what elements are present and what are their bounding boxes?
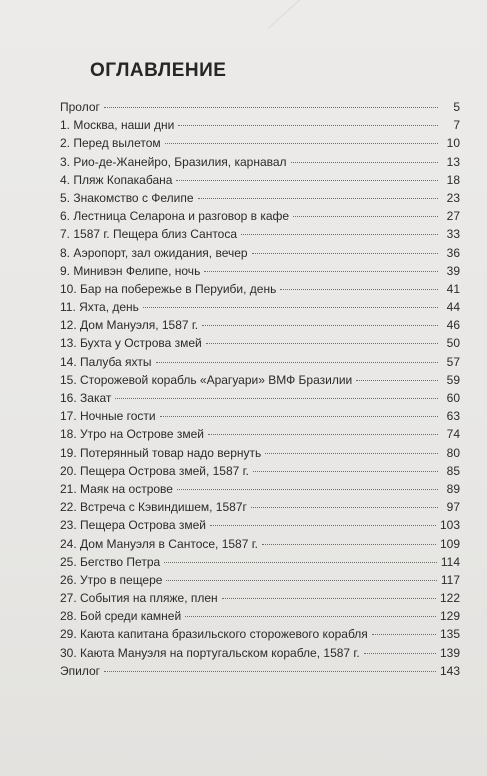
toc-entry-title: 23. Пещера Острова змей	[60, 518, 206, 533]
toc-entry	[60, 425, 460, 443]
toc-entry-page: 117	[440, 572, 460, 587]
toc-entry-title: 14. Палуба яхты	[60, 354, 152, 369]
toc-entry	[60, 516, 460, 534]
toc-entry-title: 18. Утро на Острове змей	[60, 427, 205, 442]
toc-entry-title: 12. Дом Мануэля, 1587 г.	[60, 318, 199, 333]
toc-entry	[60, 571, 460, 589]
toc-entry-page: 63	[446, 409, 460, 424]
toc-entry	[60, 644, 460, 662]
dot-leader	[198, 197, 438, 199]
toc-entry-title: 11. Яхта, день	[60, 300, 139, 315]
toc-entry-title: 9. Минивэн Фелипе, ночь	[60, 263, 201, 278]
toc-entry-page: 57	[446, 354, 460, 369]
toc-entry-title: 30. Каюта Мануэля на португальском корабле, 1587 г.	[60, 645, 360, 660]
toc-entry-page: 89	[446, 481, 460, 496]
toc-entry-page: 80	[446, 445, 460, 460]
toc-entry-title: 28. Бой среди камней	[60, 609, 182, 624]
toc-entry-title: 21. Маяк на острове	[60, 481, 173, 496]
toc-entry	[60, 189, 460, 207]
dot-leader	[165, 142, 438, 144]
toc-entry	[60, 262, 460, 280]
dot-leader	[156, 361, 438, 363]
toc-entry-title: 16. Закат	[60, 391, 112, 405]
toc-entry	[60, 353, 460, 371]
toc-entry-title: 26. Утро в пещере	[60, 572, 163, 587]
toc-entry	[60, 98, 460, 116]
dot-leader	[241, 233, 438, 235]
toc-entry-title: 20. Пещера Острова змей, 1587 г.	[60, 463, 249, 478]
toc-entry	[60, 480, 460, 498]
toc-entry-page: 85	[446, 463, 460, 478]
toc-entry	[60, 535, 460, 553]
toc-entry	[60, 589, 460, 607]
dot-leader	[293, 215, 438, 217]
dot-leader	[280, 288, 438, 290]
toc-entry-page: 27	[446, 209, 460, 224]
toc-entry-title: 22. Встреча с Кэвиндишем, 1587г	[60, 500, 247, 515]
dot-leader	[202, 324, 438, 326]
dot-leader	[143, 306, 438, 308]
toc-entry-page: 23	[446, 190, 460, 205]
toc-entry-title: 4. Пляж Копакабана	[60, 172, 173, 187]
dot-leader	[177, 488, 438, 490]
toc-entry	[60, 225, 460, 243]
dot-leader	[251, 506, 438, 508]
toc-entry-title: 27. События на пляже, плен	[60, 591, 218, 606]
toc-entry-page: 50	[446, 336, 460, 351]
toc-entry	[60, 134, 460, 152]
toc-entry-page: 97	[446, 500, 460, 515]
toc-entry-page: 139	[439, 645, 460, 660]
dot-leader	[164, 561, 437, 563]
page-crease	[268, 0, 350, 29]
toc-entry-page: 59	[446, 372, 460, 387]
dot-leader	[253, 470, 438, 472]
dot-leader	[208, 433, 438, 435]
dot-leader	[206, 342, 438, 344]
page-title: ОГЛАВЛЕНИЕ	[90, 60, 227, 81]
dot-leader	[178, 124, 438, 126]
toc-entry-page: 10	[446, 136, 460, 151]
toc-entry	[60, 498, 460, 516]
toc-entry	[60, 298, 460, 316]
toc-entry-title: 25. Бегство Петра	[60, 554, 161, 569]
toc-entry-title: 29. Каюта капитана бразильского сторожевого корабля	[60, 627, 368, 642]
toc-entry	[60, 462, 460, 480]
toc-entry	[60, 116, 460, 134]
dot-leader	[176, 179, 438, 181]
dot-leader	[166, 579, 436, 581]
toc-entry	[60, 280, 460, 298]
dot-leader	[364, 652, 436, 654]
toc-entry-page: 60	[446, 391, 460, 405]
dot-leader	[185, 615, 436, 617]
toc-entry-title: Эпилог	[60, 663, 101, 678]
toc-entry-page: 39	[446, 263, 460, 278]
toc-entry-title: 17. Ночные гости	[60, 409, 156, 424]
toc-entry-title: 7. 1587 г. Пещера близ Сантоса	[60, 227, 238, 242]
toc-entry	[60, 371, 460, 389]
dot-leader	[265, 452, 438, 454]
dot-leader	[204, 270, 438, 272]
toc-entry-title: 19. Потерянный товар надо вернуть	[60, 445, 262, 460]
toc-entry-page: 109	[439, 536, 460, 551]
toc-entry-page: 129	[439, 609, 460, 624]
dot-leader	[372, 633, 436, 635]
toc-entry	[60, 244, 460, 262]
toc-entry-title: 1. Москва, наши дни	[60, 118, 175, 133]
toc-entry-title: 5. Знакомство с Фелипе	[60, 190, 194, 205]
dot-leader	[160, 415, 438, 417]
dot-leader	[291, 161, 438, 163]
table-of-contents	[60, 98, 460, 680]
toc-entry	[60, 389, 460, 407]
toc-entry-title: 24. Дом Мануэля в Сантосе, 1587 г.	[60, 536, 258, 551]
toc-entry-page: 41	[446, 281, 460, 296]
toc-entry-title: 8. Аэропорт, зал ожидания, вечер	[60, 245, 248, 260]
toc-entry-page: 13	[446, 154, 460, 169]
toc-entry-title: 13. Бухта у Острова змей	[60, 336, 202, 351]
toc-entry	[60, 316, 460, 334]
toc-entry-title: 2. Перед вылетом	[60, 136, 161, 151]
toc-entry	[60, 662, 460, 680]
dot-leader	[356, 379, 438, 381]
toc-entry-page: 114	[440, 554, 460, 569]
dot-leader	[252, 252, 438, 254]
dot-leader	[262, 543, 436, 545]
toc-entry-page: 33	[446, 227, 460, 242]
toc-entry-title: 15. Сторожевой корабль «Арагуари» ВМФ Бразилии	[60, 372, 353, 387]
toc-entry-page: 5	[453, 100, 460, 114]
toc-entry-page: 7	[453, 118, 460, 133]
toc-entry	[60, 334, 460, 352]
toc-entry-page: 135	[439, 627, 460, 642]
toc-entry	[60, 553, 460, 571]
toc-entry-title: 6. Лестница Селарона и разговор в кафе	[60, 209, 290, 224]
toc-entry-page: 143	[439, 663, 460, 678]
toc-entry-page: 46	[446, 318, 460, 333]
toc-entry-page: 36	[446, 245, 460, 260]
toc-entry-page: 18	[446, 172, 460, 187]
dot-leader	[104, 106, 438, 108]
toc-entry	[60, 207, 460, 225]
toc-entry-page: 103	[439, 518, 460, 533]
toc-entry-page: 74	[446, 427, 460, 442]
toc-entry-page: 122	[439, 591, 460, 606]
dot-leader	[222, 597, 436, 599]
toc-entry-title: 10. Бар на побережье в Перуиби, день	[60, 281, 277, 296]
dot-leader	[104, 670, 436, 672]
toc-entry	[60, 171, 460, 189]
toc-entry-page: 44	[446, 300, 460, 315]
toc-entry	[60, 407, 460, 425]
toc-entry	[60, 607, 460, 625]
dot-leader	[115, 397, 438, 399]
toc-entry	[60, 153, 460, 171]
toc-entry-title: Пролог	[60, 100, 100, 114]
toc-entry-title: 3. Рио-де-Жанейро, Бразилия, карнавал	[60, 154, 287, 169]
toc-entry	[60, 625, 460, 643]
toc-entry	[60, 444, 460, 462]
dot-leader	[210, 524, 436, 526]
